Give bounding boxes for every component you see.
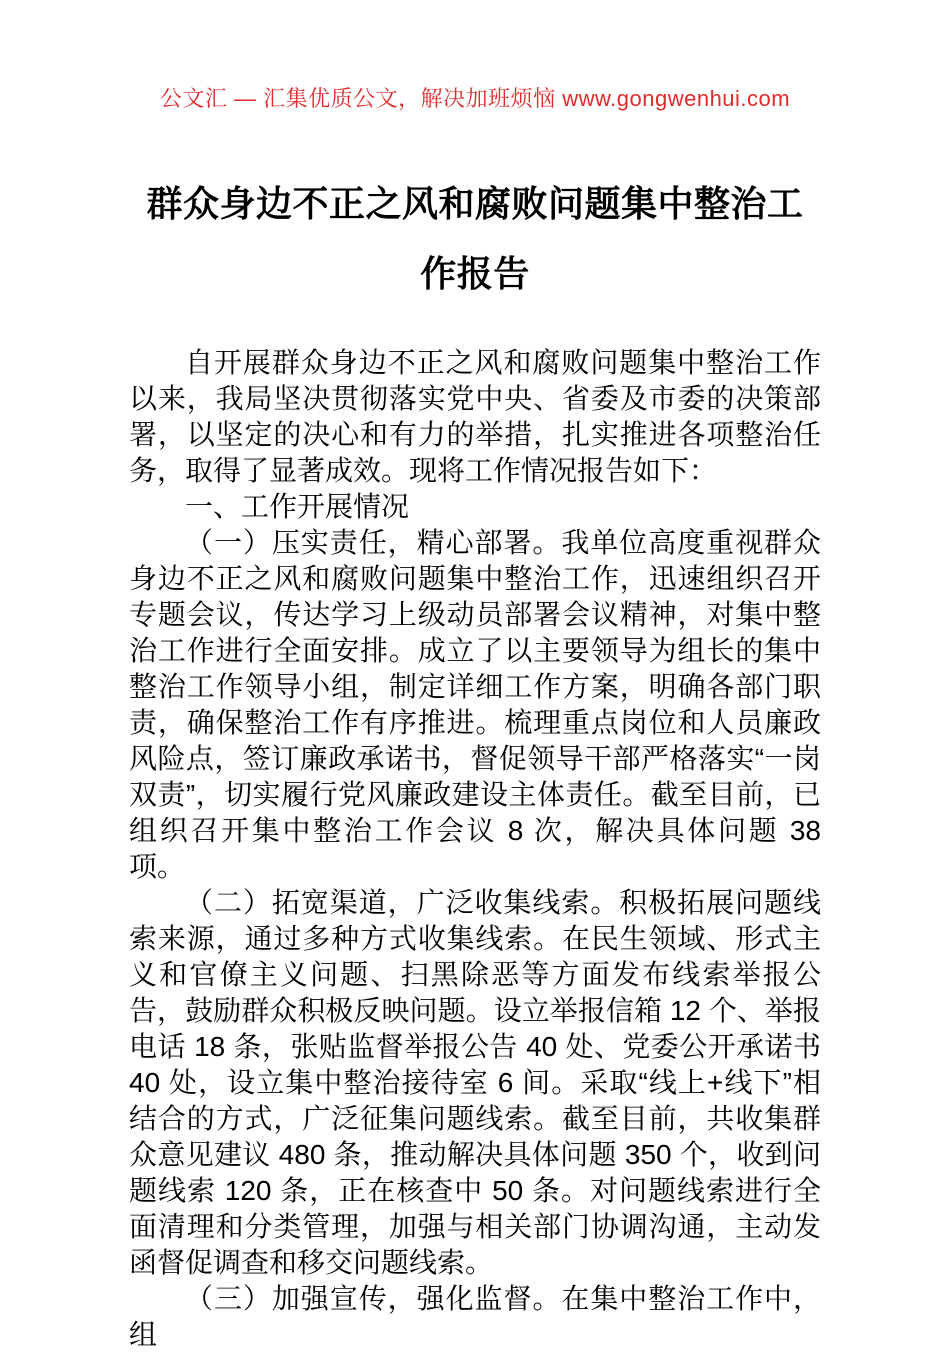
paragraph-section-2: （二）拓宽渠道，广泛收集线索。积极拓展问题线索来源，通过多种方式收集线索。在民生领域、形式主义和官僚主义问题、扫黑除恶等方面发布线索举报公告，鼓励群众积极反映问题。设立举报信箱 12 个、举报电话 18 条，张贴监督举报公告 40 处、党委公开承诺书 40 处，设立集中整治接待室 6 间。采取“线上+线下”相结合的方式，广泛征集问题线索。截至目前，共收集群众意见建议 480 条，推动解决具体问题 350 个，收到问题线索 120 条，正在核查中 50 条。对问题线索进行全面清理和分类管理，加强与相关部门协调沟通，主动发函督促调查和移交问题线索。 [129, 887, 821, 1278]
site-watermark: 公文汇 — 汇集优质公文，解决加班烦恼 www.gongwenhui.com [159, 86, 791, 111]
paragraph-section-3-truncated: （三）加强宣传，强化监督。在集中整治工作中，组 [129, 1283, 821, 1350]
section-heading-1: 一、工作开展情况 [185, 491, 410, 522]
document-title: 群众身边不正之风和腐败问题集中整治工作报告 [146, 183, 804, 294]
document-body [129, 345, 821, 1353]
paragraph-intro: 自开展群众身边不正之风和腐败问题集中整治工作以来，我局坚决贯彻落实党中央、省委及市委的决策部署，以坚定的决心和有力的举措，扎实推进各项整治任务，取得了显著成效。现将工作情况报告如下： [129, 347, 821, 486]
paragraph-section-1: （一）压实责任，精心部署。我单位高度重视群众身边不正之风和腐败问题集中整治工作，迅速组织召开专题会议，传达学习上级动员部署会议精神，对集中整治工作进行全面安排。成立了以主要领导为组长的集中整治工作领导小组，制定详细工作方案，明确各部门职责，确保整治工作有序推进。梳理重点岗位和人员廉政风险点，签订廉政承诺书，督促领导干部严格落实“一岗双责”，切实履行党风廉政建设主体责任。截至目前，已组织召开集中整治工作会议 8 次，解决具体问题 38 项。 [129, 527, 821, 882]
